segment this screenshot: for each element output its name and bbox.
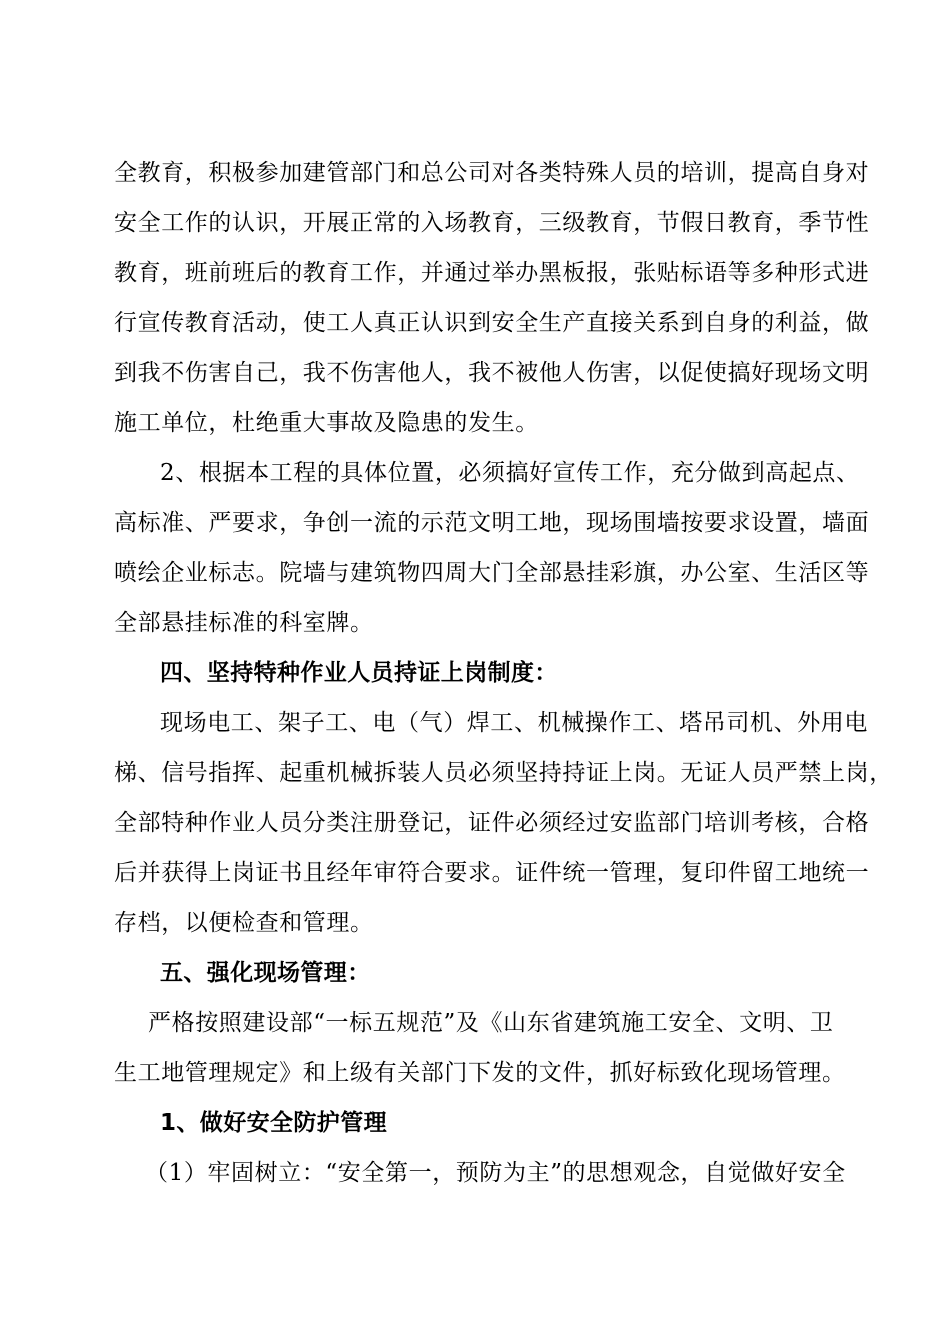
text-line: 高标准、严要求，争创一流的示范文明工地，现场围墙按要求设置，墙面 — [114, 510, 870, 536]
section-heading-4: 四、坚持特种作业人员持证上岗制度： — [160, 660, 558, 686]
section-heading-5: 五、强化现场管理： — [160, 960, 371, 986]
text-line: 全教育，积极参加建管部门和总公司对各类特殊人员的培训，提高自身对 — [114, 160, 870, 186]
text-line: 喷绘企业标志。院墙与建筑物四周大门全部悬挂彩旗，办公室、生活区等 — [114, 560, 870, 586]
text-line: 教育，班前班后的教育工作，并通过举办黑板报，张贴标语等多种形式进 — [114, 260, 870, 286]
text-line: 到我不伤害自己，我不伤害他人，我不被他人伤害，以促使搞好现场文明 — [114, 360, 870, 386]
text-line: 现场电工、架子工、电（气）焊工、机械操作工、塔吊司机、外用电 — [160, 710, 868, 736]
text-line: 严格按照建设部“一标五规范”及《山东省建筑施工安全、文明、卫 — [148, 1010, 834, 1036]
subsection-heading: 1、做好安全防护管理 — [160, 1110, 388, 1136]
text-line: 生工地管理规定》和上级有关部门下发的文件，抓好标致化现场管理。 — [114, 1060, 846, 1086]
text-line: 后并获得上岗证书且经年审符合要求。证件统一管理，复印件留工地统一 — [114, 860, 870, 886]
text-line: 安全工作的认识，开展正常的入场教育，三级教育，节假日教育，季节性 — [114, 210, 870, 236]
text-line: 存档，以便检查和管理。 — [114, 910, 374, 936]
text-line: 行宣传教育活动，使工人真正认识到安全生产直接关系到自身的利益，做 — [114, 310, 870, 336]
text-line: 2、根据本工程的具体位置，必须搞好宣传工作，充分做到高起点、 — [160, 460, 860, 486]
text-line: 全部悬挂标准的科室牌。 — [114, 610, 374, 636]
text-line: 梯、信号指挥、起重机械拆装人员必须坚持持证上岗。无证人员严禁上岗， — [114, 760, 893, 786]
text-line: 全部特种作业人员分类注册登记，证件必须经过安监部门培训考核，合格 — [114, 810, 870, 836]
text-line: 施工单位，杜绝重大事故及隐患的发生。 — [114, 410, 539, 436]
text-line: （1）牢固树立：“安全第一，预防为主”的思想观念，自觉做好安全 — [145, 1160, 846, 1186]
